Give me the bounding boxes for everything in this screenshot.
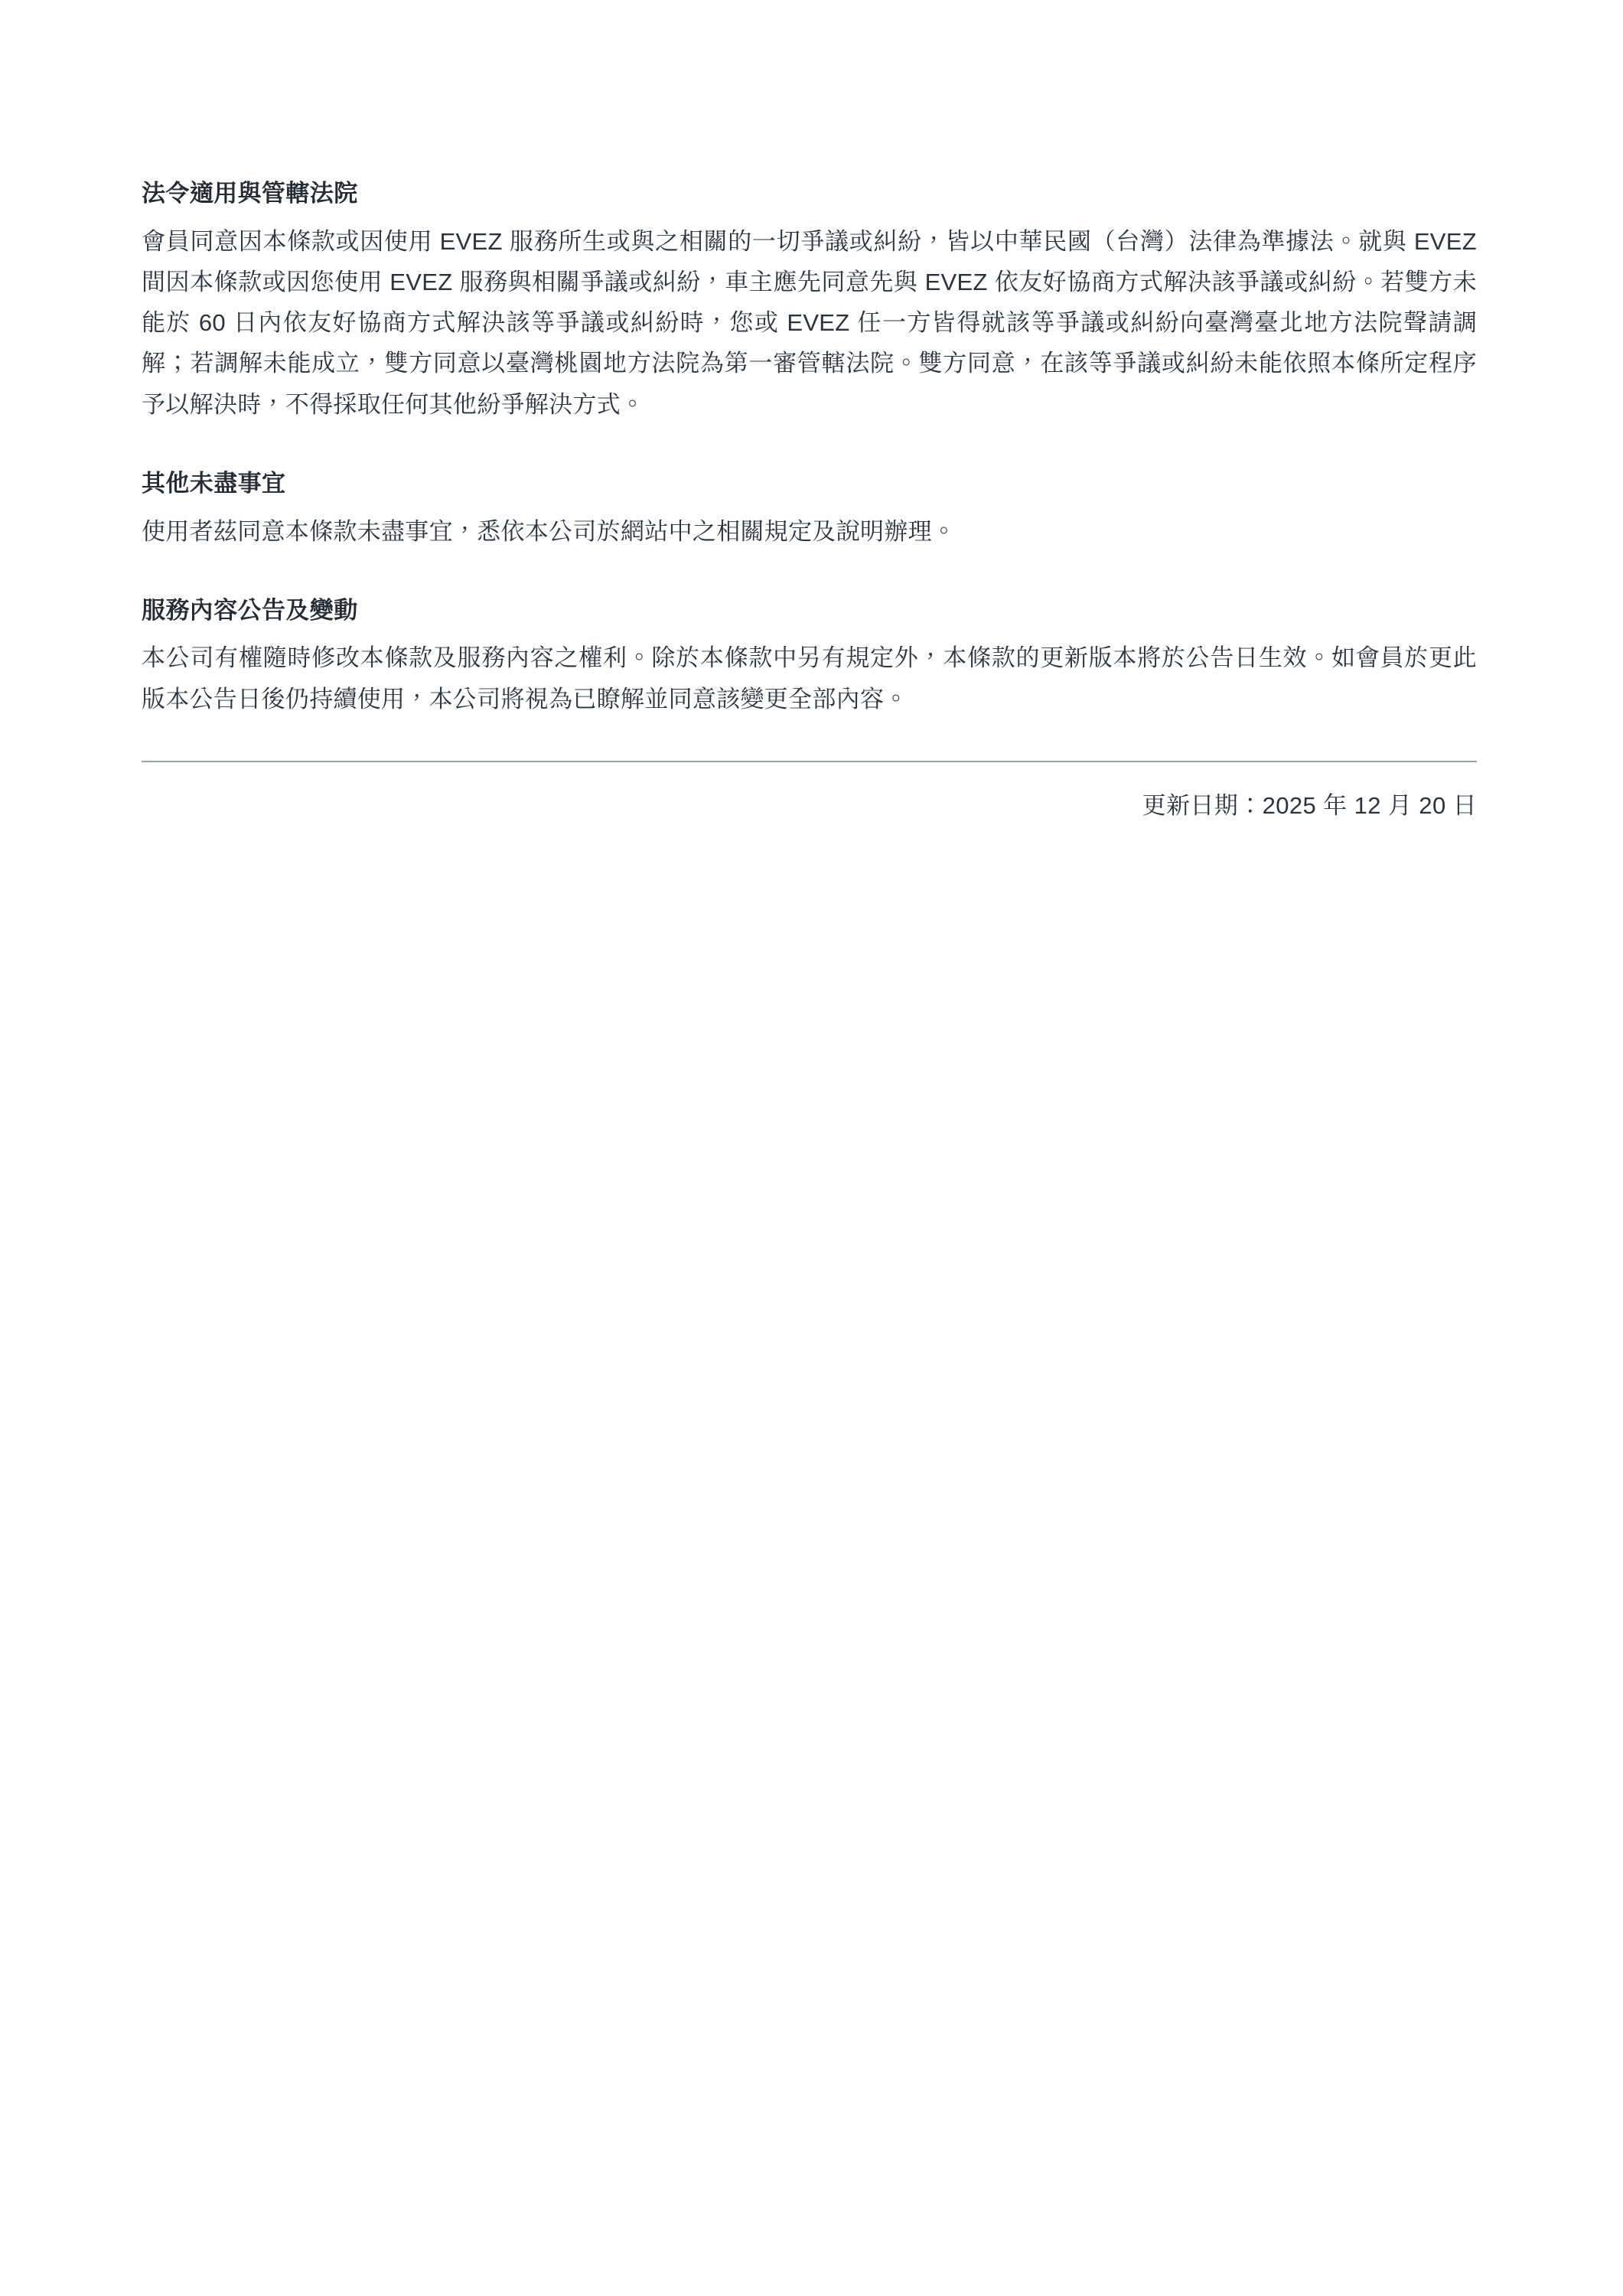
section-paragraph: 會員同意因本條款或因使用 EVEZ 服務所生或與之相關的一切爭議或糾紛，皆以中華民國（台灣）法律為準據法。就與 EVEZ 間因本條款或因您使用 EVEZ 服務與相關爭議或糾紛，車主應先同意先與 EVEZ 依友好協商方式解決該爭議或糾紛。若雙方未能於 60 日內依友好協商方式解決該等爭議或糾紛時，您或 EVEZ 任一方皆得就該等爭議或糾紛向臺灣臺北地方法院聲請調解；若調解未能成立，雙方同意以臺灣桃園地方法院為第一審管轄法院。雙方同意，在該等爭議或糾紛未能依照本條所定程序予以解決時，不得採取任何其他紛爭解決方式。 (142, 227, 1477, 418)
section-service-changes (142, 593, 1477, 719)
updated-date-row (142, 787, 1477, 825)
section-heading: 服務內容公告及變動 (142, 596, 358, 624)
document-body (142, 176, 1477, 825)
section-heading: 其他未盡事宜 (142, 470, 286, 497)
section-paragraph: 使用者茲同意本條款未盡事宜，悉依本公司於網站中之相關規定及說明辦理。 (142, 517, 957, 545)
section-paragraph: 本公司有權隨時修改本條款及服務內容之權利。除於本條款中另有規定外，本條款的更新版本將於公告日生效。如會員於更此版本公告日後仍持續使用，本公司將視為已瞭解並同意該變更全部內容。 (142, 644, 1477, 713)
section-other-matters (142, 466, 1477, 552)
section-governing-law (142, 176, 1477, 425)
horizontal-divider (142, 761, 1477, 762)
updated-date-text: 更新日期：2025 年 12 月 20 日 (1142, 792, 1477, 819)
section-heading: 法令適用與管轄法院 (142, 180, 358, 207)
